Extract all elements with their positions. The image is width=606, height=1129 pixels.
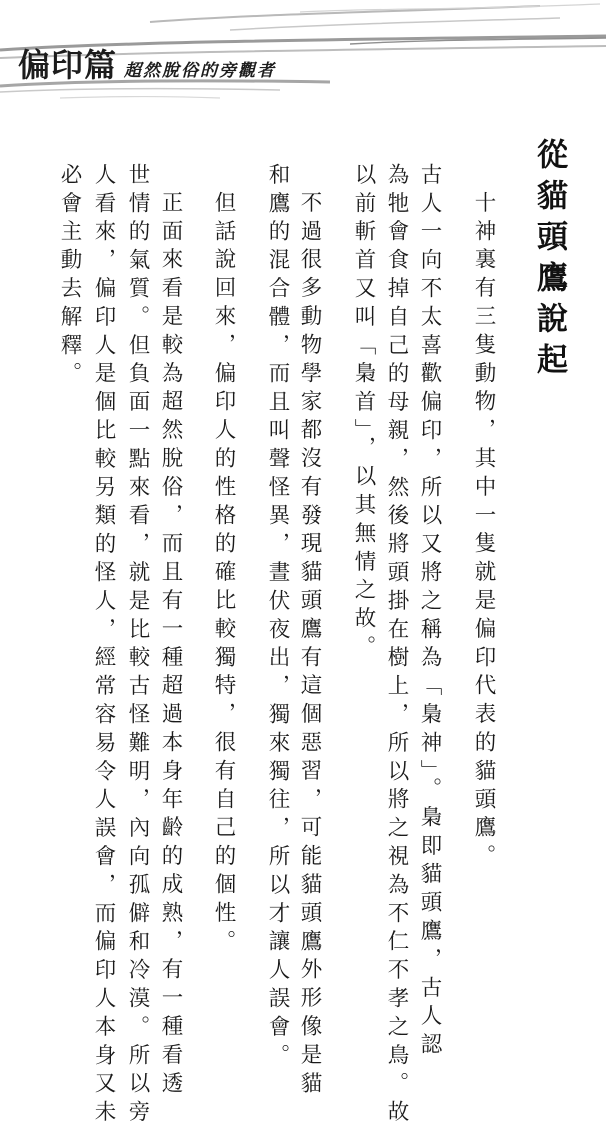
paragraph-line: 為牠會食掉自己的母親，然後將頭掛在樹上，所以將之視為不仁不孝之鳥。故: [384, 163, 409, 1129]
paragraph-line: 十神裏有三隻動物，其中一隻就是偏印代表的貓頭鷹。: [471, 191, 496, 873]
section-subtitle: 超然脫俗的旁觀者: [124, 61, 276, 81]
paragraph-line: 但話說回來，偏印人的性格的確比較獨特，很有自己的個性。: [211, 191, 236, 958]
chapter-title: 從貓頭鷹說起: [531, 138, 567, 384]
paragraph-line: 古人一向不太喜歡偏印，所以又將之稱為「梟神」。梟即貓頭鷹，古人認: [417, 163, 442, 1062]
paragraph-line: 和鷹的混合體，而且叫聲怪異，晝伏夜出，獨來獨往，所以才讓人誤會。: [265, 163, 290, 1072]
header-band: [0, 0, 606, 120]
paragraph-line: 世情的氣質。但負面一點來看，就是比較古怪難明，內向孤僻和冷漠。所以旁: [125, 163, 150, 1129]
paragraph-line: 不過很多動物學家都沒有發現貓頭鷹有這個惡習，可能貓頭鷹外形像是貓: [297, 191, 322, 1100]
paragraph-line: 以前斬首又叫「梟首」，以其無情之故。: [351, 163, 376, 664]
paragraph-line: 必會主動去解釋。: [57, 163, 82, 391]
paragraph-line: 正面來看是較為超然脫俗，而且有一種超過本身年齡的成熟，有一種看透: [158, 191, 183, 1100]
section-title: 偏印篇: [18, 46, 118, 84]
paragraph-line: 人看來，偏印人是個比較另類的怪人，經常容易令人誤會，而偏印人本身又未: [91, 163, 116, 1129]
